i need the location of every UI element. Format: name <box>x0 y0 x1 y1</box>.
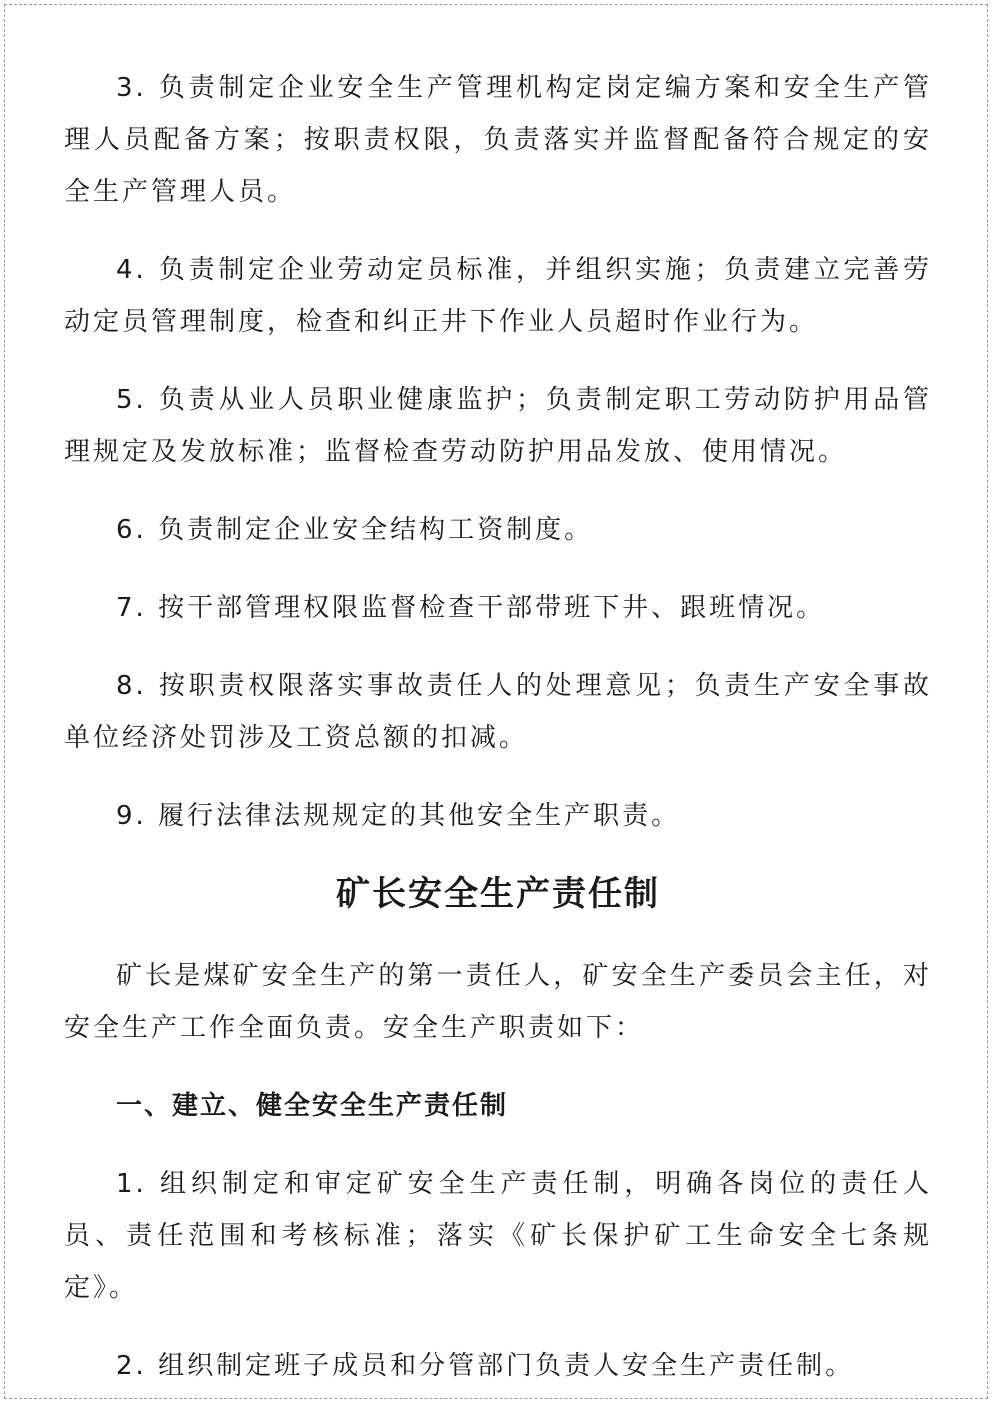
list-item-1: 1. 组织制定和审定矿安全生产责任制，明确各岗位的责任人员、责任范围和考核标准；落实《矿长保护矿工生命安全七条规定》。 <box>64 1169 932 1303</box>
intro-paragraph: 矿长是煤矿安全生产的第一责任人，矿安全生产委员会主任，对安全生产工作全面负责。安全生产职责如下： <box>64 961 932 1043</box>
list-item-5: 5. 负责从业人员职业健康监护；负责制定职工劳动防护用品管理规定及发放标准；监督检查劳动防护用品发放、使用情况。 <box>64 385 932 467</box>
list-item-3: 3. 负责制定企业安全生产管理机构定岗定编方案和安全生产管理人员配备方案；按职责权限，负责落实并监督配备符合规定的安全生产管理人员。 <box>64 73 932 207</box>
list-item-2: 2. 组织制定班子成员和分管部门负责人安全生产责任制。 <box>116 1351 855 1381</box>
section-title: 矿长安全生产责任制 <box>336 874 660 914</box>
list-item-8: 8. 按职责权限落实事故责任人的处理意见；负责生产安全事故单位经济处罚涉及工资总额的扣减。 <box>64 671 932 753</box>
list-item-7: 7. 按干部管理权限监督检查干部带班下井、跟班情况。 <box>116 593 826 623</box>
sub-heading: 一、建立、健全安全生产责任制 <box>116 1091 509 1121</box>
list-item-9: 9. 履行法律法规规定的其他安全生产职责。 <box>116 801 681 831</box>
list-item-4: 4. 负责制定企业劳动定员标准，并组织实施；负责建立完善劳动定员管理制度，检查和纠正井下作业人员超时作业行为。 <box>64 255 932 337</box>
list-item-6: 6. 负责制定企业安全结构工资制度。 <box>116 515 594 545</box>
document-body <box>64 62 932 1418</box>
